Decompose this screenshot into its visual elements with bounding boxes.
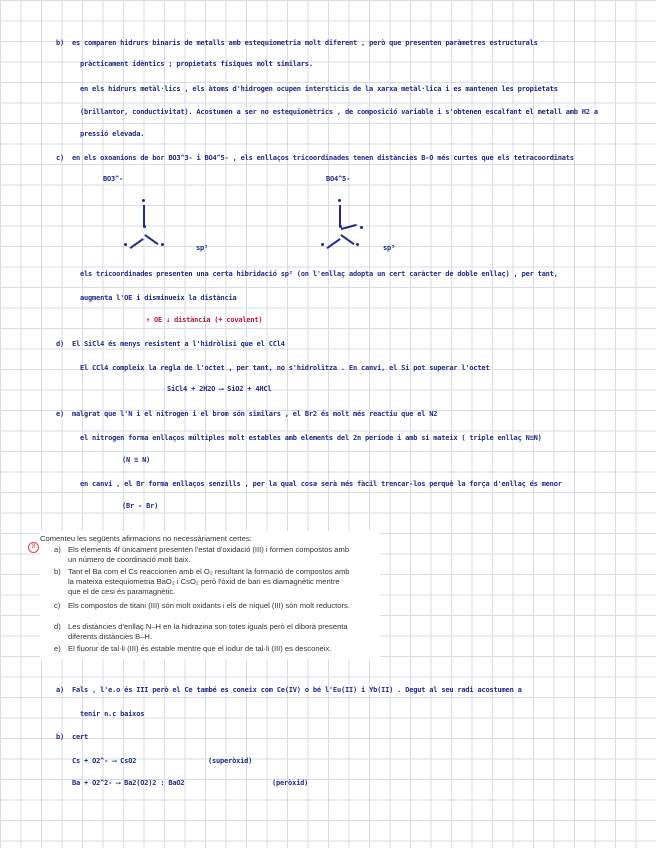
note-c-label: c) bbox=[56, 154, 65, 162]
note-e-sub2: (Br - Br) bbox=[122, 502, 159, 510]
note-b-line3: en els hidrurs metàl·lics , els àtoms d'hidrogen ocupen intersticis de la xarxa metàl·lica i es mantenen les propietats bbox=[80, 85, 558, 93]
exercise-item-b-line2: la mateixa estequiometria BaO₂ i CsO₂ però l'òxid de bari es diamagnètic mentre bbox=[68, 577, 340, 586]
exercise-item-d-line1: Les distàncies d'enllaç N–H en la hidrazina son totes iguals però el diborà presenta bbox=[68, 622, 348, 631]
exercise-item-b-line3: que el de cesi és paramagnètic. bbox=[68, 587, 176, 596]
note-b-line4: (brillantor, conductivitat). Acostumen a ser no estequiomètrics , de composició variable i s'obtenen escalfant el metall amb H2 a bbox=[80, 108, 598, 116]
answer-a-line1: Fals , l'e.o és III però el Ce també es coneix com Ce(IV) o bé l'Eu(II) i Yb(II) . Degut al seu radi acostumen a bbox=[72, 686, 522, 694]
note-e-line2: el nitrogen forma enllaços múltiples molt estables amb elements del 2n període i amb si mateix ( triple enllaç N≡N) bbox=[80, 434, 542, 442]
exercise-item-a-line1: Els elements 4f únicament presenten l'estat d'oxidació (III) i formen compostos amb bbox=[68, 545, 350, 554]
note-d-line1: El SiCl4 és menys resistent a l'hidròlisi que el CCl4 bbox=[72, 340, 285, 348]
exercise-item-b-line1: Tant el Ba com el Cs reaccionen amb el O₂ resultant la formació de compostos amb bbox=[68, 567, 350, 576]
note-d-line2: El CCl4 compleix la regla de l'octet , per tant, no s'hidrolitza . En canvi, el Si pot superar l'octet bbox=[80, 364, 490, 372]
ion-left-label: BO3^- bbox=[103, 175, 124, 183]
answer-a-line2: tenir n.c baixos bbox=[80, 710, 145, 718]
exercise-item-e-line1: El fluorur de tal·li (III) és estable mentre que el iodur de tal·li (III) es desconeix. bbox=[68, 644, 332, 653]
note-e-sub1: (N ≡ N) bbox=[122, 456, 151, 464]
note-d-label: d) bbox=[56, 340, 65, 348]
note-d-equation: SiCl4 + 2H2O ⟶ SiO2 + 4HCl bbox=[167, 385, 272, 393]
note-b-line5: pressió elevada. bbox=[80, 130, 145, 138]
exercise-intro: Comenteu les següents afirmacions no necessàriament certes: bbox=[40, 534, 252, 543]
note-b-line2: pràcticament idèntics ; propietats físiques molt similars. bbox=[80, 60, 313, 68]
answer-b-line1: cert bbox=[72, 733, 89, 741]
exercise-item-a-line2: un número de coordinació molt baix. bbox=[68, 555, 191, 564]
answer-a-label: a) bbox=[56, 686, 65, 694]
exercise-item-b-label: b) bbox=[54, 567, 61, 576]
answer-b-eq1: Cs + O2^- ⟶ CsO2 bbox=[72, 757, 137, 765]
note-c-line1: en els oxoanions de bor BO3^3- i BO4^5- , els enllaços tricoordinades tenen distàncies B-O més curtes que els tetracoordinats bbox=[72, 154, 574, 162]
answer-b-label: b) bbox=[56, 733, 65, 741]
sp2-label: sp² bbox=[196, 244, 209, 252]
answer-b-eq2: Ba + O2^2- ⟶ Ba2(O2)2 : BaO2 bbox=[72, 779, 185, 787]
sp3-label: sp³ bbox=[383, 244, 396, 252]
note-b-line1: es comparen hidrurs binaris de metalls amb estequiometria molt diferent , però que presenten paràmetres estructurals bbox=[72, 39, 538, 47]
ion-right-label: BO4^5- bbox=[326, 175, 351, 183]
exercise-item-d-line2: diferents distàncies B–H. bbox=[68, 632, 152, 641]
exercise-statement bbox=[31, 531, 380, 659]
exercise-item-e-label: e) bbox=[54, 644, 61, 653]
note-b-label: b) bbox=[56, 39, 65, 47]
exercise-item-c-label: c) bbox=[54, 601, 61, 610]
answer-b-eq2-note: (peròxid) bbox=[272, 779, 309, 787]
answer-b-eq1-note: (superòxid) bbox=[208, 757, 253, 765]
note-e-line3: en canvi , el Br forma enllaços senzills , per la qual cosa serà més fàcil trencar-los perquè la força d'enllaç és menor bbox=[80, 480, 562, 488]
exercise-item-c-line1: Els compostos de titani (III) són molt oxidants i els de níquel (III) són molt reductors. bbox=[68, 601, 350, 610]
note-c-line3: augmenta l'OE i disminueix la distància bbox=[80, 294, 237, 302]
exercise-number-marker: 8 bbox=[28, 542, 39, 553]
exercise-item-d-label: d) bbox=[54, 622, 61, 631]
note-e-label: e) bbox=[56, 410, 65, 418]
note-c-line2: els tricoordinades presenten una certa hibridació sp² (on l'enllaç adopta un cert caràcter de doble enllaç) , per tant, bbox=[80, 270, 558, 278]
note-e-line1: malgrat que l'N i el nitrogen i el brom són similars , el Br2 és molt més reactiu que el N2 bbox=[72, 410, 438, 418]
note-c-highlight: ↑ OE ↓ distància (+ covalent) bbox=[146, 316, 263, 324]
exercise-item-a-label: a) bbox=[54, 545, 61, 554]
